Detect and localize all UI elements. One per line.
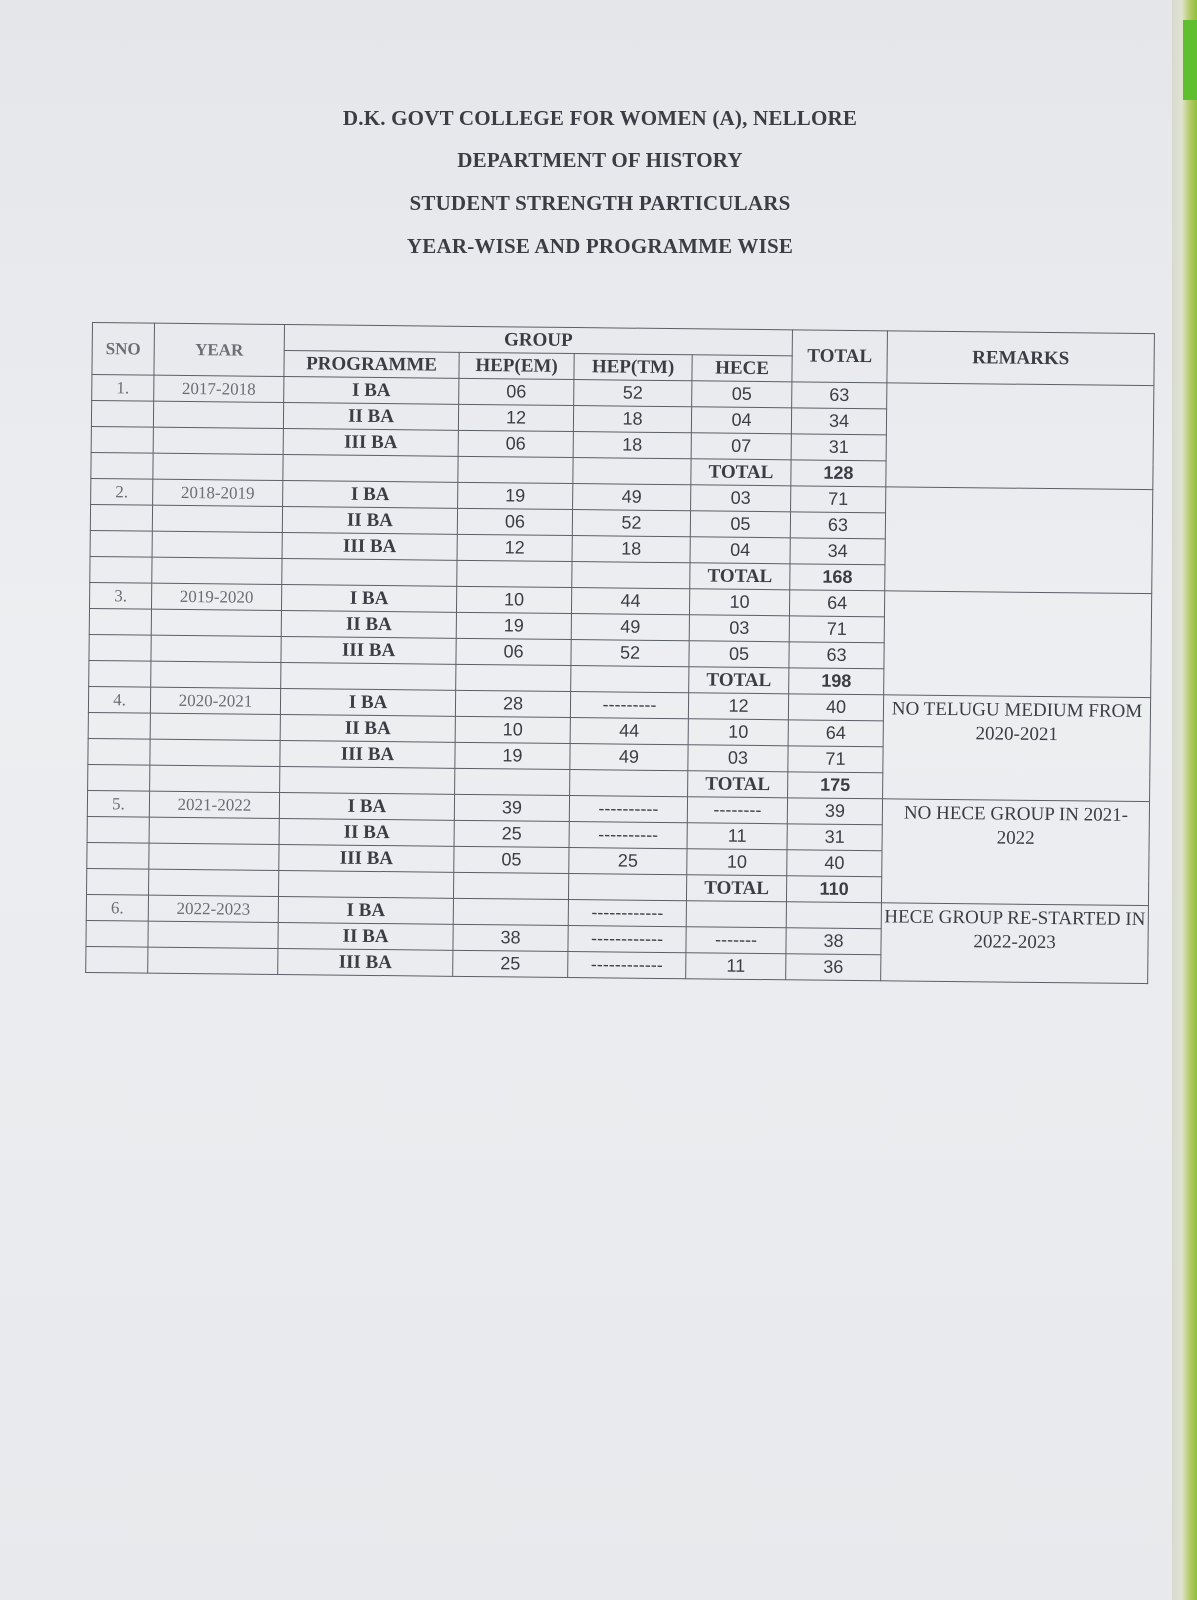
empty-cell [458, 456, 573, 483]
programme-cell: I BA [281, 585, 456, 613]
total-cell: 71 [789, 616, 884, 643]
hep-tm-cell: --------- [570, 692, 688, 719]
total-cell: 63 [789, 642, 884, 669]
total-label: TOTAL [688, 771, 788, 798]
programme-cell: III BA [281, 636, 456, 664]
hep-em-cell [453, 898, 568, 925]
student-strength-table [85, 322, 1155, 984]
total-cell: 36 [786, 954, 881, 981]
hece-cell [686, 901, 786, 928]
hep-em-cell: 25 [454, 820, 569, 847]
empty-cell [457, 560, 572, 587]
total-cell: 71 [791, 486, 886, 513]
hep-em-cell: 38 [453, 924, 568, 951]
year-cell [152, 531, 282, 558]
hece-cell: 07 [691, 433, 791, 460]
year-cell [150, 739, 280, 766]
sno-cell [91, 401, 153, 428]
sno-cell [87, 816, 149, 843]
remarks-cell: NO HECE GROUP IN 2021-2022 [882, 799, 1150, 906]
empty-cell [282, 559, 457, 587]
sno-cell: 6. [86, 894, 148, 921]
total-cell: 34 [791, 408, 886, 435]
empty-cell [150, 765, 280, 792]
grand-total-cell: 110 [787, 876, 882, 903]
hece-cell: 03 [689, 615, 789, 642]
grand-total-cell: 168 [790, 564, 885, 591]
year-cell [153, 401, 283, 428]
hep-tm-cell: 25 [569, 848, 687, 875]
total-cell: 63 [790, 512, 885, 539]
programme-cell: III BA [278, 948, 453, 976]
sno-cell [89, 608, 151, 635]
total-cell: 34 [790, 538, 885, 565]
hece-cell: 03 [691, 485, 791, 512]
hece-cell: 05 [690, 511, 790, 538]
hep-tm-cell: 52 [571, 640, 689, 667]
programme-cell: II BA [282, 507, 457, 535]
remarks-cell [884, 591, 1152, 698]
hep-em-cell: 12 [458, 404, 573, 431]
empty-cell [572, 562, 690, 589]
programme-cell: I BA [280, 688, 455, 716]
programme-cell: II BA [281, 611, 456, 639]
sno-cell: 2. [91, 478, 153, 505]
hep-tm-cell: ------------ [568, 900, 686, 927]
empty-cell [278, 870, 453, 898]
empty-cell [281, 662, 456, 690]
remarks-cell: NO TELUGU MEDIUM FROM 2020-2021 [883, 695, 1151, 802]
hep-em-cell: 06 [457, 508, 572, 535]
programme-cell: II BA [283, 403, 458, 431]
empty-cell [283, 455, 458, 483]
hep-em-cell: 10 [456, 586, 571, 613]
total-cell: 31 [791, 434, 886, 461]
hep-tm-cell: 52 [572, 510, 690, 537]
hep-tm-cell: ---------- [569, 822, 687, 849]
hece-cell: 04 [691, 407, 791, 434]
sno-cell: 1. [92, 375, 154, 402]
year-cell [151, 635, 281, 662]
sno-cell [90, 530, 152, 557]
group-header: GROUP [284, 325, 792, 356]
empty-cell [89, 660, 151, 687]
hep-em-cell: 25 [453, 950, 568, 977]
programme-cell: II BA [278, 922, 453, 950]
page-edge [1172, 0, 1197, 1600]
document-title: STUDENT STRENGTH PARTICULARS [409, 191, 791, 215]
year-cell [148, 921, 278, 948]
hece-cell: 12 [688, 693, 788, 720]
total-cell [786, 902, 881, 929]
year-cell: 2019-2020 [151, 583, 281, 610]
empty-cell [568, 874, 686, 901]
hep-em-header: HEP(EM) [459, 352, 574, 379]
empty-cell [153, 453, 283, 480]
sno-cell [87, 842, 149, 869]
sno-cell: 4. [88, 686, 150, 713]
programme-cell: I BA [284, 377, 459, 405]
remarks-header: REMARKS [887, 331, 1155, 386]
total-label: TOTAL [690, 563, 790, 590]
hep-em-cell: 06 [456, 638, 571, 665]
empty-cell [571, 666, 689, 693]
empty-cell [91, 452, 153, 479]
hep-em-cell: 06 [459, 378, 574, 405]
total-label: TOTAL [691, 459, 791, 486]
programme-cell: II BA [279, 818, 454, 846]
empty-cell [149, 869, 279, 896]
programme-cell: I BA [279, 792, 454, 820]
total-cell: 40 [788, 694, 883, 721]
total-label: TOTAL [689, 667, 789, 694]
hep-em-cell: 28 [455, 690, 570, 717]
total-label: TOTAL [686, 875, 786, 902]
total-cell: 38 [786, 928, 881, 955]
sno-header: SNO [92, 323, 155, 376]
remarks-cell [886, 383, 1154, 490]
hep-tm-cell: 18 [573, 432, 691, 459]
hep-tm-cell: 44 [570, 718, 688, 745]
empty-cell [573, 458, 691, 485]
hep-tm-cell: 18 [573, 406, 691, 433]
hece-header: HECE [692, 355, 792, 382]
year-cell [148, 947, 278, 974]
empty-cell [453, 872, 568, 899]
hece-cell: 05 [689, 641, 789, 668]
hece-cell: 11 [686, 953, 786, 980]
hece-cell: 11 [687, 823, 787, 850]
grand-total-cell: 175 [788, 772, 883, 799]
hep-tm-cell: 18 [572, 536, 690, 563]
hece-cell: ------- [686, 927, 786, 954]
hep-tm-cell: 49 [570, 744, 688, 771]
empty-cell [570, 770, 688, 797]
hece-cell: 10 [689, 589, 789, 616]
year-cell [152, 505, 282, 532]
hep-tm-cell: 49 [573, 484, 691, 511]
hep-tm-header: HEP(TM) [574, 354, 692, 381]
hep-tm-cell: ------------ [568, 952, 686, 979]
total-header: TOTAL [792, 330, 888, 383]
year-cell: 2017-2018 [154, 375, 284, 402]
total-cell: 40 [787, 850, 882, 877]
sno-cell [89, 634, 151, 661]
hep-em-cell: 19 [455, 742, 570, 769]
sno-cell [90, 504, 152, 531]
hep-em-cell: 39 [454, 794, 569, 821]
sno-cell: 5. [87, 790, 149, 817]
hece-cell: -------- [687, 797, 787, 824]
hep-em-cell: 05 [454, 846, 569, 873]
sno-cell [88, 738, 150, 765]
year-cell [149, 843, 279, 870]
programme-cell: III BA [283, 429, 458, 457]
empty-cell [455, 768, 570, 795]
hep-em-cell: 19 [458, 482, 573, 509]
total-cell: 39 [787, 798, 882, 825]
programme-cell: III BA [282, 533, 457, 561]
document-subtitle: YEAR-WISE AND PROGRAMME WISE [406, 234, 794, 258]
hece-cell: 03 [688, 745, 788, 772]
hep-em-cell: 06 [458, 430, 573, 457]
total-cell: 64 [790, 590, 885, 617]
year-header: YEAR [154, 323, 285, 376]
programme-cell: III BA [280, 740, 455, 768]
total-cell: 63 [792, 382, 887, 409]
hep-tm-cell: ------------ [568, 926, 686, 953]
hece-cell: 10 [688, 719, 788, 746]
year-cell: 2022-2023 [148, 895, 278, 922]
empty-cell [87, 868, 149, 895]
hep-em-cell: 19 [456, 612, 571, 639]
hep-tm-cell: ---------- [569, 796, 687, 823]
year-cell [150, 713, 280, 740]
empty-cell [456, 664, 571, 691]
empty-cell [88, 764, 150, 791]
programme-cell: II BA [280, 714, 455, 742]
hece-cell: 04 [690, 537, 790, 564]
grand-total-cell: 128 [791, 460, 886, 487]
empty-cell [152, 557, 282, 584]
year-cell: 2021-2022 [149, 791, 279, 818]
programme-cell: I BA [283, 481, 458, 509]
hep-em-cell: 12 [457, 534, 572, 561]
sno-cell [86, 946, 148, 973]
remarks-cell [885, 487, 1153, 594]
sno-cell [88, 712, 150, 739]
remarks-cell: HECE GROUP RE-STARTED IN 2022-2023 [881, 903, 1149, 984]
grand-total-cell: 198 [789, 668, 884, 695]
sno-cell [91, 426, 153, 453]
empty-cell [280, 766, 455, 794]
empty-cell [151, 661, 281, 688]
department-name: DEPARTMENT OF HISTORY [457, 148, 743, 172]
total-cell: 71 [788, 746, 883, 773]
hep-tm-cell: 44 [571, 588, 689, 615]
year-cell [151, 609, 281, 636]
year-cell [153, 427, 283, 454]
hep-tm-cell: 52 [574, 380, 692, 407]
programme-header: PROGRAMME [284, 351, 459, 379]
college-name: D.K. GOVT COLLEGE FOR WOMEN (A), NELLORE [342, 106, 858, 130]
hep-tm-cell: 49 [571, 614, 689, 641]
year-cell [149, 817, 279, 844]
sno-cell: 3. [89, 582, 151, 609]
programme-cell: I BA [278, 896, 453, 924]
year-cell: 2020-2021 [150, 687, 280, 714]
sno-cell [86, 920, 148, 947]
hece-cell: 05 [692, 381, 792, 408]
hep-em-cell: 10 [455, 716, 570, 743]
total-cell: 64 [788, 720, 883, 747]
empty-cell [90, 556, 152, 583]
year-cell: 2018-2019 [153, 479, 283, 506]
hece-cell: 10 [687, 849, 787, 876]
programme-cell: III BA [279, 844, 454, 872]
total-cell: 31 [787, 824, 882, 851]
